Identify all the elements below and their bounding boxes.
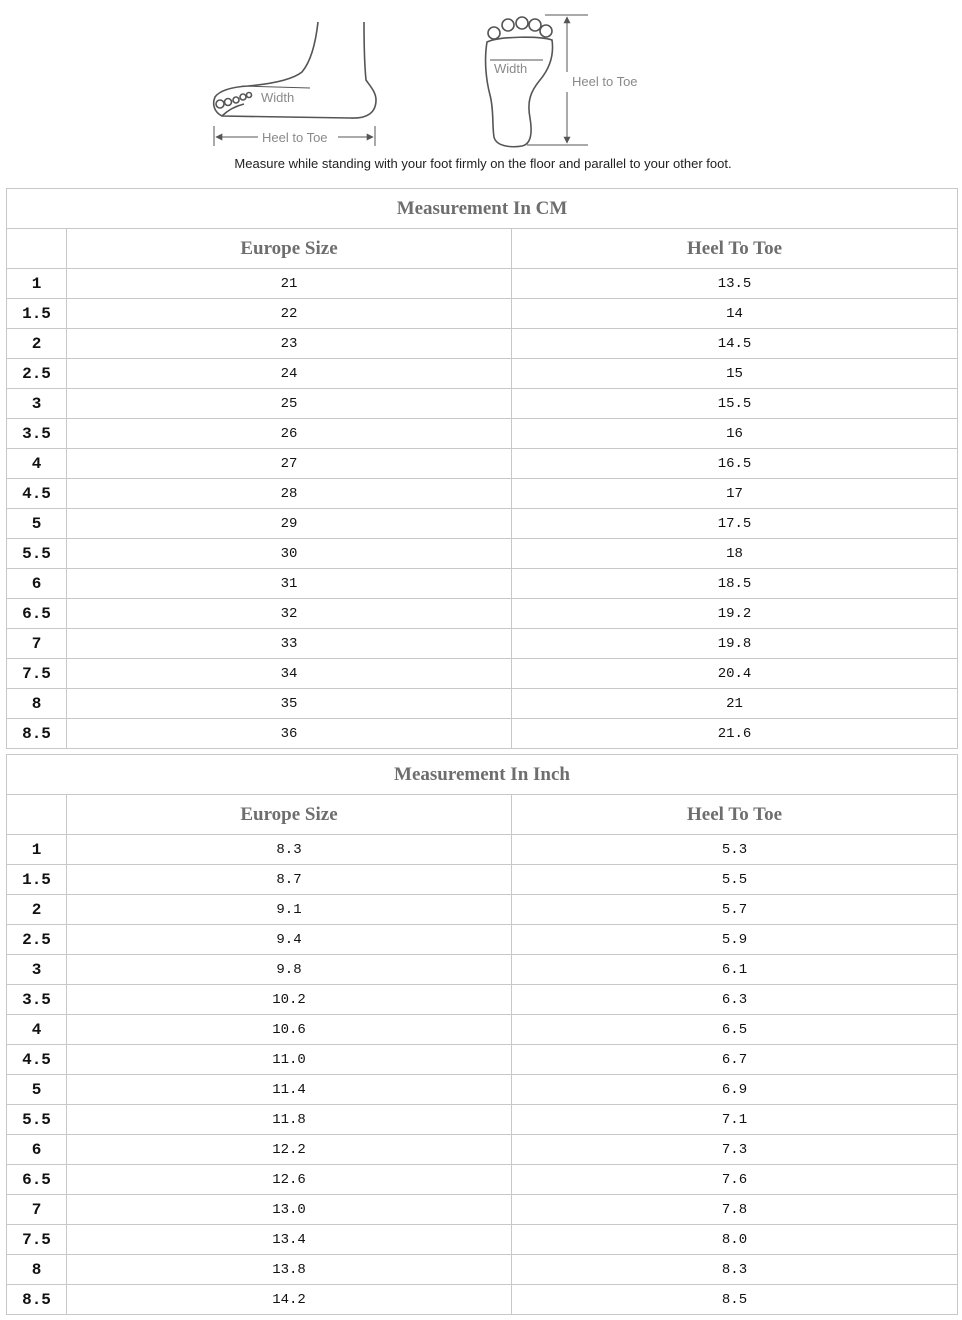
inch-header-us xyxy=(7,795,67,835)
cm-heel-to-toe-cell: 16 xyxy=(512,419,958,449)
inch-europe-size-cell: 13.0 xyxy=(67,1195,512,1225)
cm-heel-to-toe-cell: 18.5 xyxy=(512,569,958,599)
inch-us-size-cell: 4 xyxy=(7,1015,67,1045)
cm-header-europe-size: Europe Size xyxy=(67,229,512,269)
inch-header-heel-to-toe: Heel To Toe xyxy=(512,795,958,835)
cm-europe-size-cell: 23 xyxy=(67,329,512,359)
cm-heel-to-toe-cell: 20.4 xyxy=(512,659,958,689)
inch-heel-to-toe-cell: 8.3 xyxy=(512,1255,958,1285)
inch-europe-size-cell: 13.8 xyxy=(67,1255,512,1285)
cm-table-title: Measurement In CM xyxy=(7,189,958,229)
inch-heel-to-toe-cell: 5.5 xyxy=(512,865,958,895)
inch-us-size-cell: 2.5 xyxy=(7,925,67,955)
inch-us-size-cell: 7.5 xyxy=(7,1225,67,1255)
inch-us-size-cell: 2 xyxy=(7,895,67,925)
cm-heel-to-toe-cell: 21 xyxy=(512,689,958,719)
table-row xyxy=(7,1285,958,1315)
cm-us-size-cell: 1.5 xyxy=(7,299,67,329)
inch-heel-to-toe-cell: 7.6 xyxy=(512,1165,958,1195)
cm-us-size-cell: 5 xyxy=(7,509,67,539)
table-row xyxy=(7,835,958,865)
table-row xyxy=(7,419,958,449)
inch-europe-size-cell: 9.1 xyxy=(67,895,512,925)
cm-heel-to-toe-cell: 17 xyxy=(512,479,958,509)
inch-us-size-cell: 8.5 xyxy=(7,1285,67,1315)
inch-europe-size-cell: 9.8 xyxy=(67,955,512,985)
cm-europe-size-cell: 35 xyxy=(67,689,512,719)
cm-heel-to-toe-cell: 15.5 xyxy=(512,389,958,419)
table-row xyxy=(7,925,958,955)
inch-heel-to-toe-cell: 5.7 xyxy=(512,895,958,925)
cm-europe-size-cell: 28 xyxy=(67,479,512,509)
inch-europe-size-cell: 11.0 xyxy=(67,1045,512,1075)
table-row xyxy=(7,1195,958,1225)
inch-us-size-cell: 6 xyxy=(7,1135,67,1165)
cm-size-table xyxy=(6,188,958,749)
cm-europe-size-cell: 22 xyxy=(67,299,512,329)
cm-us-size-cell: 8.5 xyxy=(7,719,67,749)
table-row xyxy=(7,659,958,689)
inch-europe-size-cell: 12.6 xyxy=(67,1165,512,1195)
inch-us-size-cell: 3.5 xyxy=(7,985,67,1015)
table-row xyxy=(7,1255,958,1285)
table-row xyxy=(7,865,958,895)
foot-measurement-diagram xyxy=(0,0,962,186)
cm-us-size-cell: 2.5 xyxy=(7,359,67,389)
table-row xyxy=(7,629,958,659)
table-row xyxy=(7,719,958,749)
cm-us-size-cell: 8 xyxy=(7,689,67,719)
table-row xyxy=(7,449,958,479)
inch-europe-size-cell: 11.8 xyxy=(67,1105,512,1135)
inch-us-size-cell: 3 xyxy=(7,955,67,985)
cm-us-size-cell: 2 xyxy=(7,329,67,359)
inch-header-europe-size: Europe Size xyxy=(67,795,512,835)
cm-us-size-cell: 3.5 xyxy=(7,419,67,449)
inch-europe-size-cell: 10.6 xyxy=(67,1015,512,1045)
table-row xyxy=(7,539,958,569)
inch-heel-to-toe-cell: 6.5 xyxy=(512,1015,958,1045)
inch-heel-to-toe-cell: 7.8 xyxy=(512,1195,958,1225)
inch-europe-size-cell: 14.2 xyxy=(67,1285,512,1315)
table-row xyxy=(7,1015,958,1045)
inch-size-table xyxy=(6,754,958,1315)
measurement-caption: Measure while standing with your foot firmly on the floor and parallel to your other foot. xyxy=(234,156,732,171)
cm-europe-size-cell: 27 xyxy=(67,449,512,479)
side-width-label: Width xyxy=(261,90,295,105)
table-row xyxy=(7,1045,958,1075)
cm-europe-size-cell: 33 xyxy=(67,629,512,659)
cm-us-size-cell: 4.5 xyxy=(7,479,67,509)
cm-heel-to-toe-cell: 17.5 xyxy=(512,509,958,539)
inch-heel-to-toe-cell: 5.9 xyxy=(512,925,958,955)
inch-europe-size-cell: 12.2 xyxy=(67,1135,512,1165)
cm-heel-to-toe-cell: 21.6 xyxy=(512,719,958,749)
inch-europe-size-cell: 8.7 xyxy=(67,865,512,895)
sole-foot-icon xyxy=(486,17,553,147)
table-row xyxy=(7,509,958,539)
table-row xyxy=(7,329,958,359)
inch-europe-size-cell: 8.3 xyxy=(67,835,512,865)
cm-us-size-cell: 6.5 xyxy=(7,599,67,629)
cm-heel-to-toe-cell: 14 xyxy=(512,299,958,329)
cm-europe-size-cell: 36 xyxy=(67,719,512,749)
inch-heel-to-toe-cell: 6.3 xyxy=(512,985,958,1015)
inch-us-size-cell: 8 xyxy=(7,1255,67,1285)
cm-heel-to-toe-cell: 18 xyxy=(512,539,958,569)
cm-us-size-cell: 1 xyxy=(7,269,67,299)
sole-length-label: Heel to Toe xyxy=(572,74,638,89)
inch-us-size-cell: 5 xyxy=(7,1075,67,1105)
table-row xyxy=(7,1225,958,1255)
cm-europe-size-cell: 32 xyxy=(67,599,512,629)
cm-us-size-cell: 3 xyxy=(7,389,67,419)
inch-europe-size-cell: 11.4 xyxy=(67,1075,512,1105)
cm-heel-to-toe-cell: 14.5 xyxy=(512,329,958,359)
table-row xyxy=(7,955,958,985)
cm-heel-to-toe-cell: 15 xyxy=(512,359,958,389)
inch-heel-to-toe-cell: 7.1 xyxy=(512,1105,958,1135)
table-row xyxy=(7,599,958,629)
inch-heel-to-toe-cell: 8.5 xyxy=(512,1285,958,1315)
inch-us-size-cell: 4.5 xyxy=(7,1045,67,1075)
table-row xyxy=(7,1075,958,1105)
cm-heel-to-toe-cell: 19.2 xyxy=(512,599,958,629)
side-foot-icon xyxy=(214,22,376,118)
table-row xyxy=(7,569,958,599)
cm-us-size-cell: 6 xyxy=(7,569,67,599)
table-row xyxy=(7,479,958,509)
table-row xyxy=(7,269,958,299)
inch-heel-to-toe-cell: 6.7 xyxy=(512,1045,958,1075)
inch-us-size-cell: 5.5 xyxy=(7,1105,67,1135)
inch-us-size-cell: 6.5 xyxy=(7,1165,67,1195)
inch-heel-to-toe-cell: 8.0 xyxy=(512,1225,958,1255)
cm-us-size-cell: 7 xyxy=(7,629,67,659)
side-length-label: Heel to Toe xyxy=(262,130,328,145)
cm-us-size-cell: 5.5 xyxy=(7,539,67,569)
table-row xyxy=(7,1135,958,1165)
inch-us-size-cell: 1.5 xyxy=(7,865,67,895)
cm-header-heel-to-toe: Heel To Toe xyxy=(512,229,958,269)
cm-europe-size-cell: 21 xyxy=(67,269,512,299)
cm-europe-size-cell: 24 xyxy=(67,359,512,389)
table-row xyxy=(7,1165,958,1195)
inch-europe-size-cell: 10.2 xyxy=(67,985,512,1015)
table-row xyxy=(7,985,958,1015)
cm-us-size-cell: 7.5 xyxy=(7,659,67,689)
inch-europe-size-cell: 9.4 xyxy=(67,925,512,955)
cm-header-us xyxy=(7,229,67,269)
cm-europe-size-cell: 25 xyxy=(67,389,512,419)
cm-europe-size-cell: 26 xyxy=(67,419,512,449)
inch-heel-to-toe-cell: 5.3 xyxy=(512,835,958,865)
cm-europe-size-cell: 31 xyxy=(67,569,512,599)
sole-width-label: Width xyxy=(494,61,528,76)
cm-europe-size-cell: 29 xyxy=(67,509,512,539)
table-row xyxy=(7,389,958,419)
inch-europe-size-cell: 13.4 xyxy=(67,1225,512,1255)
cm-europe-size-cell: 34 xyxy=(67,659,512,689)
cm-heel-to-toe-cell: 13.5 xyxy=(512,269,958,299)
table-row xyxy=(7,895,958,925)
cm-us-size-cell: 4 xyxy=(7,449,67,479)
inch-heel-to-toe-cell: 6.1 xyxy=(512,955,958,985)
cm-heel-to-toe-cell: 19.8 xyxy=(512,629,958,659)
cm-heel-to-toe-cell: 16.5 xyxy=(512,449,958,479)
inch-us-size-cell: 1 xyxy=(7,835,67,865)
inch-us-size-cell: 7 xyxy=(7,1195,67,1225)
inch-heel-to-toe-cell: 7.3 xyxy=(512,1135,958,1165)
table-row xyxy=(7,1105,958,1135)
table-row xyxy=(7,299,958,329)
cm-europe-size-cell: 30 xyxy=(67,539,512,569)
table-row xyxy=(7,689,958,719)
table-row xyxy=(7,359,958,389)
inch-heel-to-toe-cell: 6.9 xyxy=(512,1075,958,1105)
inch-table-title: Measurement In Inch xyxy=(7,755,958,795)
